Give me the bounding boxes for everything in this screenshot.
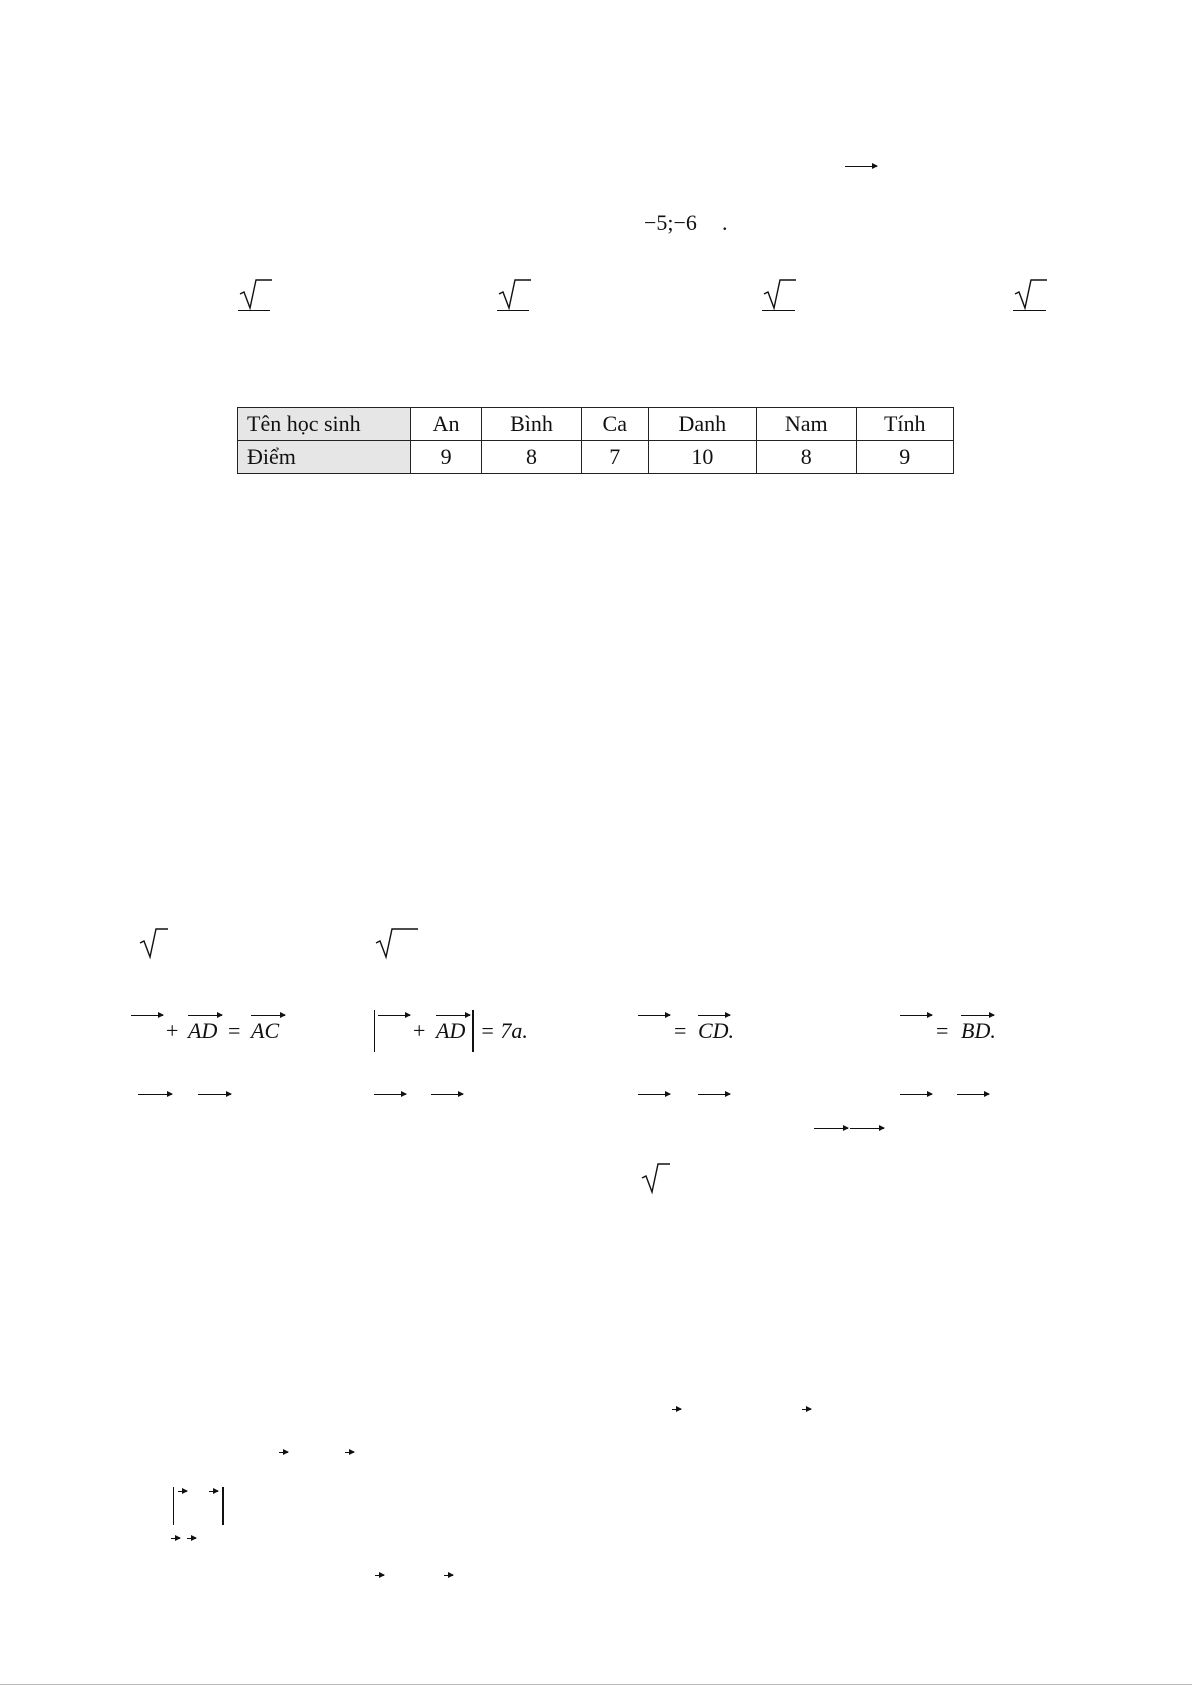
vector-ad: AD <box>188 1018 218 1043</box>
sqrt-symbol <box>1013 276 1047 312</box>
vector-arrow <box>171 1538 180 1539</box>
vector-arrow <box>209 1491 218 1492</box>
vector-arrow <box>188 1015 222 1016</box>
table-row <box>238 441 954 474</box>
vector-ad: AD <box>436 1018 466 1043</box>
fraction-bar <box>762 310 795 311</box>
vector-arrow <box>900 1015 932 1016</box>
equation-rhs: = 7a. <box>480 1018 528 1043</box>
table-cell-score: 9 <box>411 441 482 474</box>
vector-arrow <box>187 1538 196 1539</box>
fraction-bar <box>1013 310 1046 311</box>
equals-sign: = <box>674 1018 687 1043</box>
vector-arrow <box>814 1128 848 1129</box>
vector-arrow <box>961 1015 994 1016</box>
plus-sign: + <box>166 1018 179 1043</box>
table-header-label: Tên học sinh <box>238 408 411 441</box>
sqrt-symbol <box>138 925 172 961</box>
vector-bd: BD. <box>961 1018 996 1043</box>
vector-arrow <box>850 1128 884 1129</box>
table-cell-score: 7 <box>581 441 648 474</box>
vector-arrow <box>638 1015 670 1016</box>
vector-arrow <box>802 1409 811 1410</box>
vector-arrow <box>198 1094 231 1095</box>
sqrt-symbol <box>497 276 531 312</box>
table-cell-score: 8 <box>482 441 582 474</box>
table-cell-name: Ca <box>581 408 648 441</box>
sqrt-symbol <box>238 276 272 312</box>
coordinate-fragment: −5;−6 <box>644 210 697 235</box>
vector-arrow <box>345 1452 354 1453</box>
vector-arrow <box>957 1094 989 1095</box>
equals-sign: = <box>228 1018 241 1043</box>
plus-sign: + <box>413 1018 426 1043</box>
table-cell-score: 8 <box>756 441 856 474</box>
vector-arrow <box>845 166 877 167</box>
vector-arrow <box>138 1094 172 1095</box>
fraction-bar <box>238 310 270 311</box>
vector-arrow <box>698 1094 730 1095</box>
vector-cd: CD. <box>698 1018 735 1043</box>
fraction-bar <box>497 310 529 311</box>
sqrt-symbol <box>640 1160 674 1196</box>
vector-arrow <box>431 1094 463 1095</box>
abs-bar <box>374 1010 375 1052</box>
abs-bar <box>472 1010 474 1052</box>
abs-bar <box>222 1487 224 1525</box>
table-cell-name: Bình <box>482 408 582 441</box>
table-cell-name: Nam <box>756 408 856 441</box>
vector-arrow <box>436 1015 470 1016</box>
vector-arrow <box>378 1015 410 1016</box>
vector-arrow <box>374 1094 406 1095</box>
scores-table <box>237 407 954 474</box>
table-cell-name: Tính <box>856 408 953 441</box>
table-cell-score: 9 <box>856 441 953 474</box>
table-row-label: Điểm <box>238 441 411 474</box>
vector-arrow <box>375 1575 384 1576</box>
table-cell-score: 10 <box>648 441 756 474</box>
table-cell-name: An <box>411 408 482 441</box>
vector-arrow <box>638 1094 670 1095</box>
table-row <box>238 408 954 441</box>
vector-arrow <box>178 1491 187 1492</box>
vector-arrow <box>279 1452 288 1453</box>
vector-arrow <box>251 1015 285 1016</box>
equals-sign: = <box>936 1018 949 1043</box>
abs-bar <box>173 1487 174 1525</box>
coordinate-period: . <box>722 210 728 235</box>
sqrt-symbol <box>374 925 420 961</box>
sqrt-symbol <box>762 276 796 312</box>
vector-arrow <box>900 1094 932 1095</box>
vector-arrow <box>131 1015 163 1016</box>
vector-arrow <box>698 1015 730 1016</box>
vector-arrow <box>672 1409 681 1410</box>
table-cell-name: Danh <box>648 408 756 441</box>
vector-arrow <box>444 1575 453 1576</box>
vector-ac: AC <box>251 1018 280 1043</box>
